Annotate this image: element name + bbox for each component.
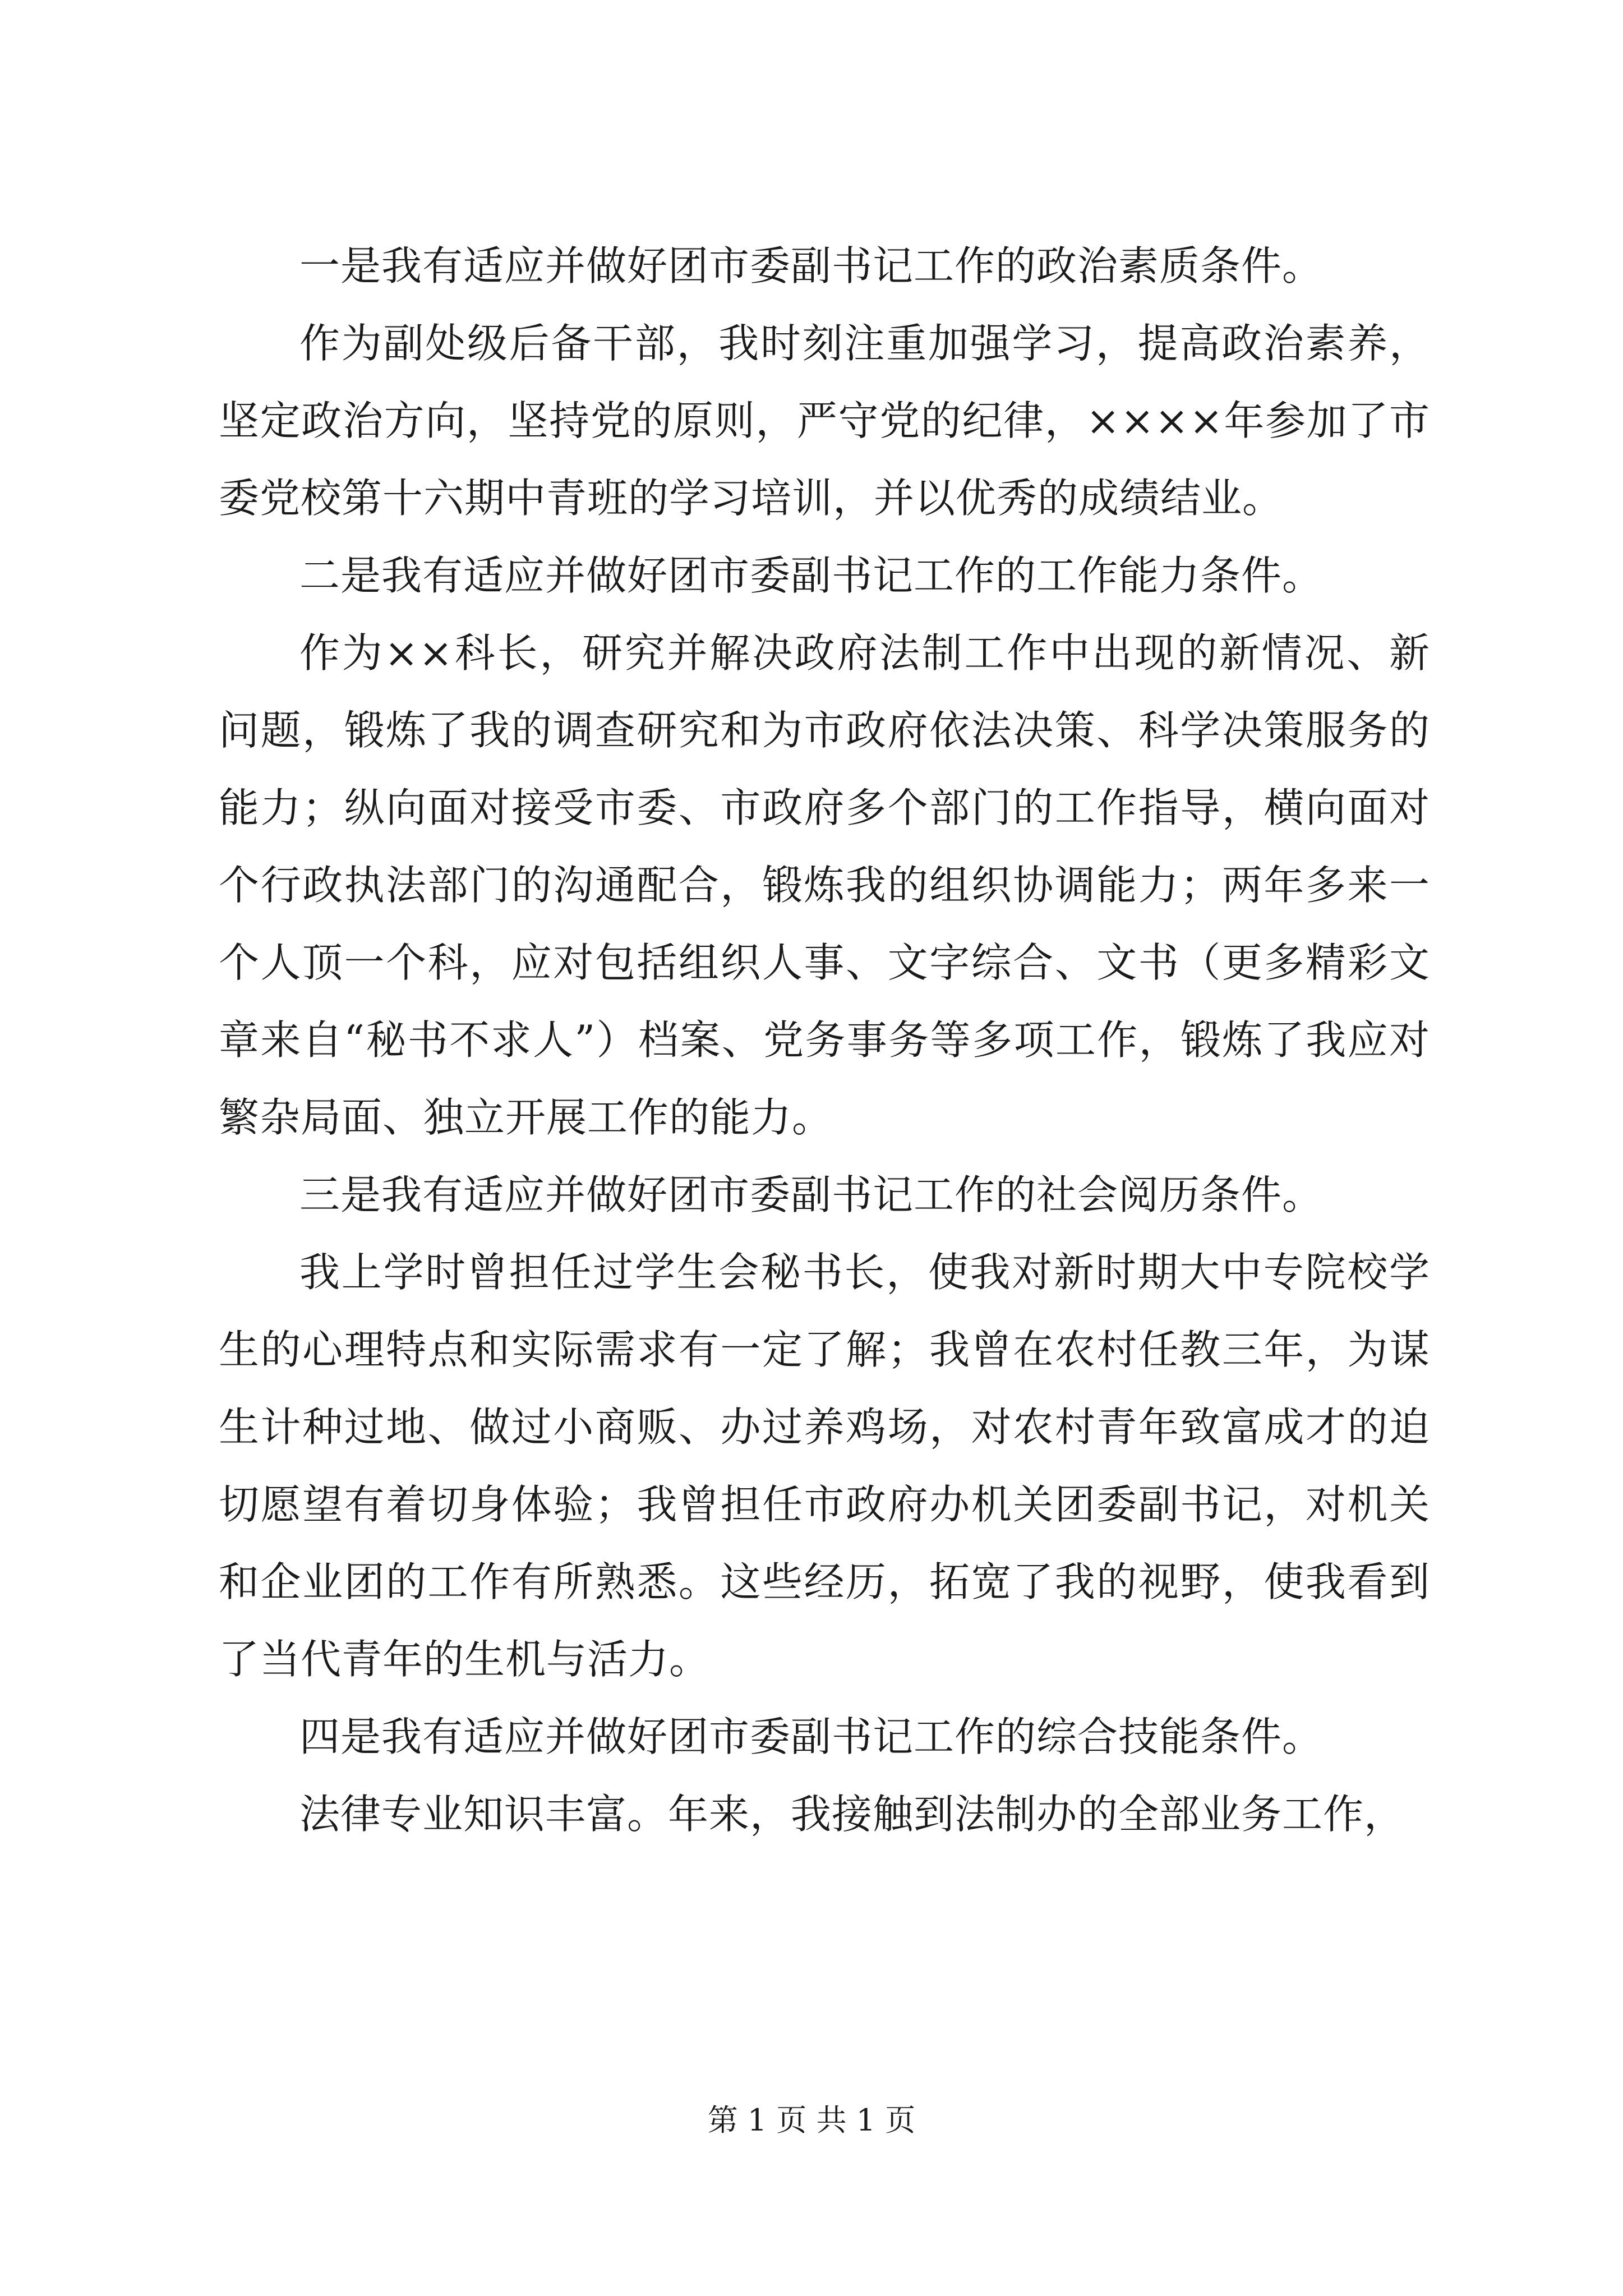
paragraph-skills-heading: 四是我有适应并做好团市委副书记工作的综合技能条件。 bbox=[299, 1713, 1324, 1760]
document-body bbox=[219, 227, 1430, 1853]
paragraph-ability-body: 作为××科长，研究并解决政府法制工作中出现的新情况、新问题，锻炼了我的调查研究和为市政府依法决策、科学决策服务的能力；纵向面对接受市委、市政府多个部门的工作指导，横向面对个行政执法部门的沟通配合，锻炼我的组织协调能力；两年多来一个人顶一个科，应对包括组织人事、文字综合、文书（更多精彩文章来自“秘书不求人”）档案、党务事务等多项工作，锻炼了我应对繁杂局面、独立开展工作的能力。 bbox=[219, 629, 1430, 1141]
paragraph-political-body: 作为副处级后备干部，我时刻注重加强学习，提高政治素养，坚定政治方向，坚持党的原则，严守党的纪律，××××年参加了市委党校第十六期中青班的学习培训，并以优秀的成绩结业。 bbox=[219, 320, 1430, 522]
paragraph-political-heading: 一是我有适应并做好团市委副书记工作的政治素质条件。 bbox=[299, 242, 1324, 289]
paragraph-ability-heading: 二是我有适应并做好团市委副书记工作的工作能力条件。 bbox=[299, 552, 1324, 599]
paragraph-experience-body: 我上学时曾担任过学生会秘书长，使我对新时期大中专院校学生的心理特点和实际需求有一定了解；我曾在农村任教三年，为谋生计种过地、做过小商贩、办过养鸡场，对农村青年致富成才的迫切愿望有着切身体验；我曾担任市政府办机关团委副书记，对机关和企业团的工作有所熟悉。这些经历，拓宽了我的视野，使我看到了当代青年的生机与活力。 bbox=[219, 1249, 1430, 1683]
paragraph-skills-body: 法律专业知识丰富。年来，我接触到法制办的全部业务工作， bbox=[299, 1791, 1405, 1838]
paragraph-experience-heading: 三是我有适应并做好团市委副书记工作的社会阅历条件。 bbox=[299, 1171, 1324, 1218]
page-footer: 第 1 页 共 1 页 bbox=[707, 2102, 916, 2138]
